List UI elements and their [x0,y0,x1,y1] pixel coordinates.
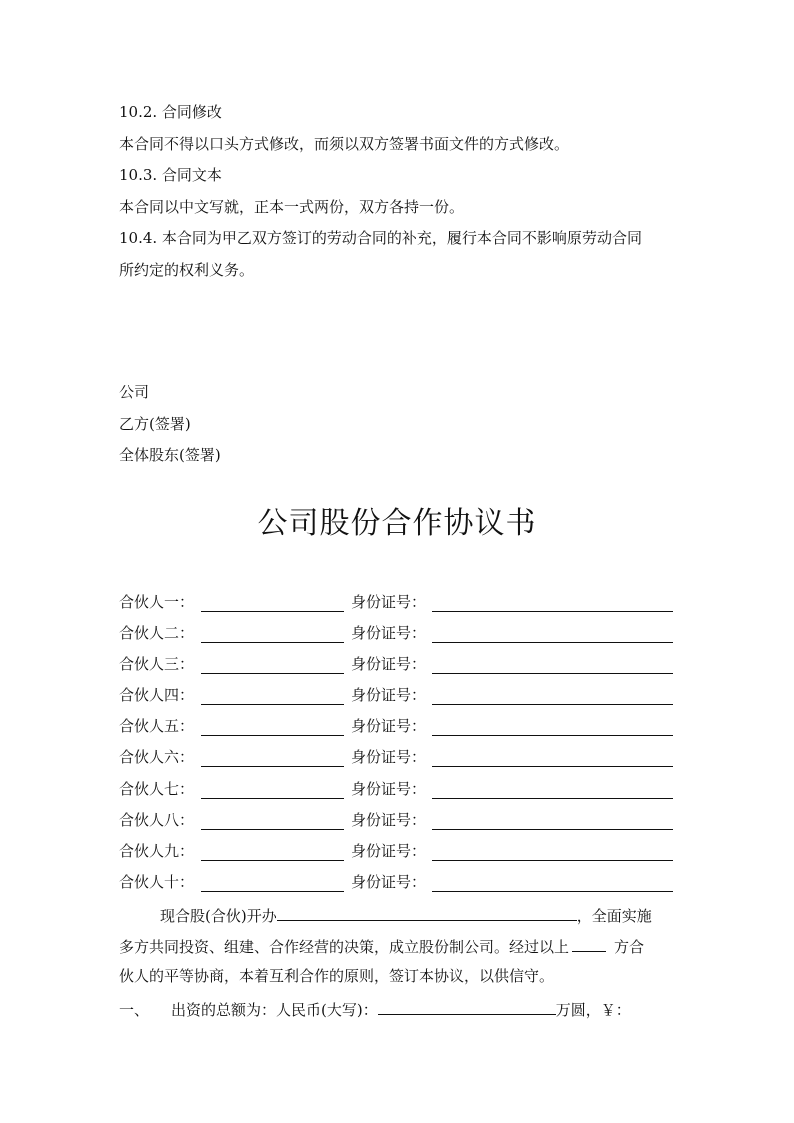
id-number-label: 身份证号： [351,717,427,735]
item-1-number: 一、 [119,1001,150,1019]
partner-label: 合伙人九： [119,842,195,860]
agreement-title: 公司股份合作协议书 [257,506,537,541]
id-number-label: 身份证号： [351,748,427,766]
company-name-field[interactable] [277,904,577,921]
clause-10-3-heading: 10.3. 合同文本 [119,166,222,184]
paragraph-line2-text: 多方共同投资、组建、合作经营的决策，成立股份制公司。经过以上 [119,938,570,956]
id-number-label: 身份证号： [351,686,427,704]
clause-10-2-heading: 10.2. 合同修改 [119,103,222,121]
paragraph-intro-end: ，全面实施 [576,907,652,925]
signature-company: 公司 [119,383,150,401]
partner-row [119,747,679,767]
id-number-label: 身份证号： [351,873,427,891]
partner-row [119,841,679,861]
partner-count-field[interactable] [572,935,606,952]
partner-row [119,592,679,612]
id-number-field[interactable] [432,704,673,705]
partner-name-field[interactable] [201,642,344,643]
partner-label: 合伙人十： [119,873,195,891]
capital-amount-field[interactable] [378,998,556,1015]
id-number-label: 身份证号： [351,593,427,611]
item-1-unit: 万圆，￥： [555,1001,631,1019]
agreement-paragraph-line1 [160,904,652,926]
partner-label: 合伙人六： [119,748,195,766]
id-number-field[interactable] [432,829,673,830]
paragraph-intro-text: 现合股(合伙)开办 [160,907,277,925]
clause-10-4-line2: 所约定的权利义务。 [119,261,255,279]
partner-row [119,654,679,674]
agreement-paragraph-line3: 伙人的平等协商，本着互利合作的原则，签订本协议，以供信守。 [119,967,555,985]
id-number-field[interactable] [432,766,673,767]
clause-10-3-text: 本合同以中文写就，正本一式两份，双方各持一份。 [119,198,465,216]
partner-name-field[interactable] [201,829,344,830]
id-number-field[interactable] [432,891,673,892]
partner-row [119,623,679,643]
id-number-field[interactable] [432,673,673,674]
partner-label: 合伙人五： [119,717,195,735]
partner-name-field[interactable] [201,611,344,612]
id-number-field[interactable] [432,860,673,861]
id-number-label: 身份证号： [351,811,427,829]
partner-label: 合伙人三： [119,655,195,673]
id-number-label: 身份证号： [351,624,427,642]
id-number-field[interactable] [432,735,673,736]
partner-label: 合伙人一： [119,593,195,611]
partner-label: 合伙人七： [119,780,195,798]
partner-label: 合伙人八： [119,811,195,829]
id-number-label: 身份证号： [351,842,427,860]
partner-name-field[interactable] [201,704,344,705]
signature-party-b: 乙方(签署) [119,415,191,433]
clause-10-2-text: 本合同不得以口头方式修改，而须以双方签署书面文件的方式修改。 [119,135,570,153]
paragraph-line2-end: 方合 [614,938,645,956]
partner-name-field[interactable] [201,798,344,799]
partner-name-field[interactable] [201,766,344,767]
partner-row [119,716,679,736]
signature-shareholders: 全体股东(签署) [119,446,221,464]
item-1-text: 出资的总额为：人民币(大写)： [171,1001,378,1019]
partner-label: 合伙人四： [119,686,195,704]
partner-row [119,779,679,799]
agreement-paragraph-line2 [119,935,644,957]
item-1 [119,998,631,1020]
partner-name-field[interactable] [201,891,344,892]
id-number-label: 身份证号： [351,780,427,798]
id-number-field[interactable] [432,642,673,643]
partner-name-field[interactable] [201,735,344,736]
partner-label: 合伙人二： [119,624,195,642]
id-number-field[interactable] [432,798,673,799]
id-number-field[interactable] [432,611,673,612]
id-number-label: 身份证号： [351,655,427,673]
partner-row [119,685,679,705]
partner-row [119,872,679,892]
clause-10-4-line1: 10.4. 本合同为甲乙双方签订的劳动合同的补充，履行本合同不影响原劳动合同 [119,229,642,247]
partner-row [119,810,679,830]
partner-name-field[interactable] [201,673,344,674]
partner-name-field[interactable] [201,860,344,861]
